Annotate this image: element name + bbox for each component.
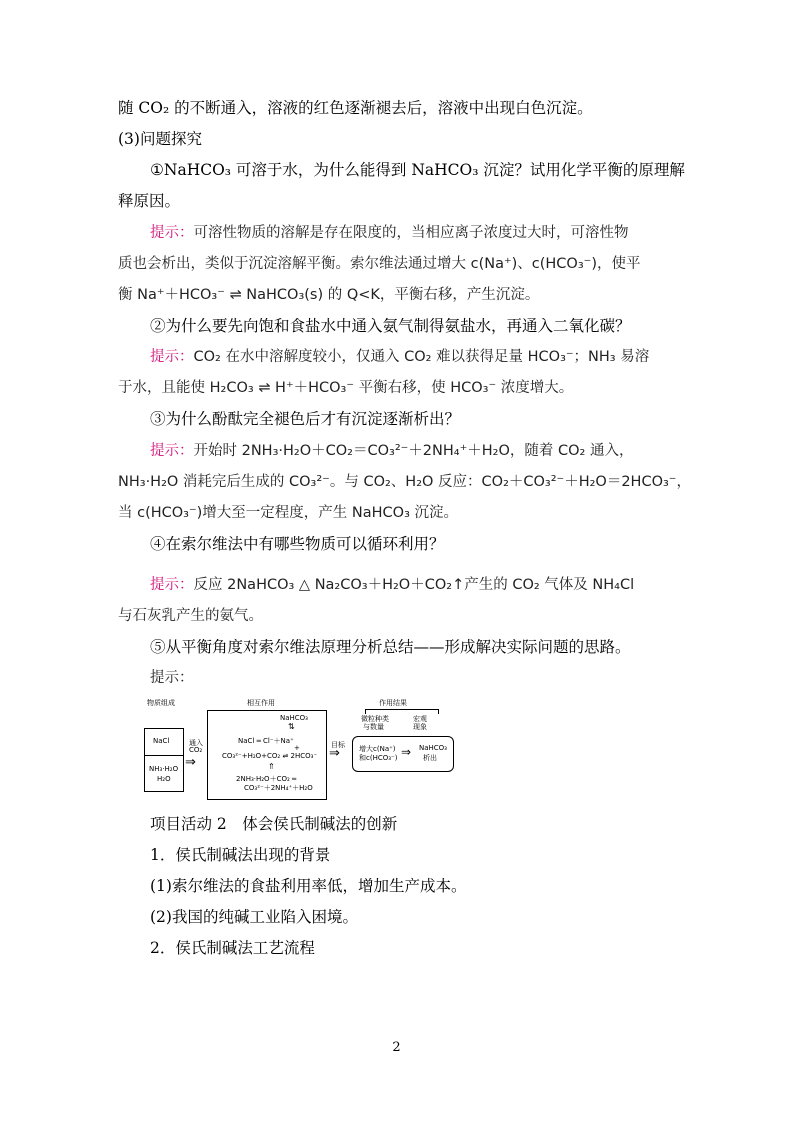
- answer-4: 提示：反应 2NaHCO₃ △ Na₂CO₃＋H₂O＋CO₂↑产生的 CO₂ 气体及 NH₄Cl: [150, 577, 635, 593]
- para-co2: 随 CO₂ 的不断通入，溶液的红色逐渐褪去后，溶液中出现白色沉淀。: [118, 99, 593, 117]
- answer-3-cont: NH₃·H₂O 消耗完后生成的 CO₃²⁻。与 CO₂、H₂O 反应：CO₂＋CO₃²⁻＋H₂O＝2HCO₃⁻，: [118, 474, 691, 490]
- diagram-box-composition: NaCl NH₃·H₂O H₂O: [144, 728, 184, 792]
- diagram-header-interaction: 相互作用: [247, 699, 275, 707]
- answer-5-label: 提示：: [150, 670, 194, 686]
- diagram-r1b: 与数量: [363, 723, 384, 731]
- diagram-arrow-label1: 通入: [189, 739, 203, 747]
- answer-4-cont: 与石灰乳产生的氨气。: [118, 608, 263, 624]
- answer-1: 提示：可溶性物质的溶解是存在限度的，当相应离子浓度过大时，可溶性物: [150, 225, 629, 241]
- solvay-diagram: [143, 698, 453, 800]
- question-1: ①NaHCO₃ 可溶于水，为什么能得到 NaHCO₃ 沉淀？试用化学平衡的原理解: [150, 161, 685, 179]
- diagram-box-interaction: NaHCO₃ ⇅ NaCl ═ Cl⁻＋Na⁺ + CO₃²⁻+H₂O+CO₂ ⇌ 2HCO₃⁻ ⇑ 2NH₃·H₂O＋CO₂ ═ CO₃²⁻＋2NH₄⁺＋H₂O: [207, 710, 327, 800]
- diagram-r2: 宏观: [413, 715, 427, 723]
- diagram-box-result: 增大c(Na⁺) 和c(HCO₃⁻) ⇒ NaHCO₃ 析出: [352, 736, 454, 772]
- activity-2-title: 项目活动 2 体会侯氏制碱法的创新: [150, 815, 398, 833]
- question-3: ③为什么酚酞完全褪色后才有沉淀逐渐析出？: [150, 410, 461, 428]
- diagram-arrow-label2: CO₂: [189, 746, 203, 754]
- answer-1-cont: 质也会析出，类似于沉淀溶解平衡。索尔维法通过增大 c(Na⁺)、c(HCO₃⁻)，使平: [118, 256, 641, 272]
- answer-2: 提示：CO₂ 在水中溶解度较小，仅通入 CO₂ 难以获得足量 HCO₃⁻；NH₃ 易溶: [150, 349, 650, 365]
- question-5: ⑤从平衡角度对索尔维法原理分析总结——形成解决实际问题的思路。: [150, 638, 631, 656]
- diagram-header-result: 作用结果: [379, 699, 407, 707]
- question-2: ②为什么要先向饱和食盐水中通入氨气制得氨盐水，再通入二氧化碳？: [150, 317, 631, 335]
- diagram-header-composition: 物质组成: [147, 699, 175, 707]
- section-1-item2: (2)我国的纯碱工业陷入困境。: [150, 908, 358, 926]
- diagram-r2b: 现象: [413, 723, 427, 731]
- answer-3: 提示：开始时 2NH₃·H₂O＋CO₂＝CO₃²⁻＋2NH₄⁺＋H₂O，随着 CO₂ 通入，: [150, 443, 634, 459]
- diagram-arrow1-icon: ⇒: [185, 755, 196, 770]
- answer-2-cont: 于水，且能使 H₂CO₃ ⇌ H⁺＋HCO₃⁻ 平衡右移，使 HCO₃⁻ 浓度增大。: [118, 380, 574, 396]
- heading-problem: (3)问题探究: [118, 130, 202, 148]
- question-1-cont: 释原因。: [118, 192, 181, 210]
- answer-3-cont2: 当 c(HCO₃⁻)增大至一定程度，产生 NaHCO₃ 沉淀。: [118, 505, 459, 521]
- question-4: ④在索尔维法中有哪些物质可以循环利用？: [150, 535, 445, 553]
- diagram-r1: 微粒种类: [361, 715, 389, 723]
- section-1-item1: (1)索尔维法的食盐利用率低，增加生产成本。: [150, 877, 467, 895]
- section-1-title: 1．侯氏制碱法出现的背景: [150, 846, 331, 864]
- diagram-arrow2-icon: ⇒: [329, 746, 340, 761]
- tip-label: 提示：: [150, 225, 194, 241]
- diagram-target-label: 目标: [331, 741, 345, 749]
- answer-1-cont2: 衡 Na⁺＋HCO₃⁻ ⇌ NaHCO₃(s) 的 Q<K，平衡右移，产生沉淀。: [118, 287, 540, 303]
- section-2-title: 2．侯氏制碱法工艺流程: [150, 939, 315, 957]
- page-number: 2: [392, 1040, 401, 1055]
